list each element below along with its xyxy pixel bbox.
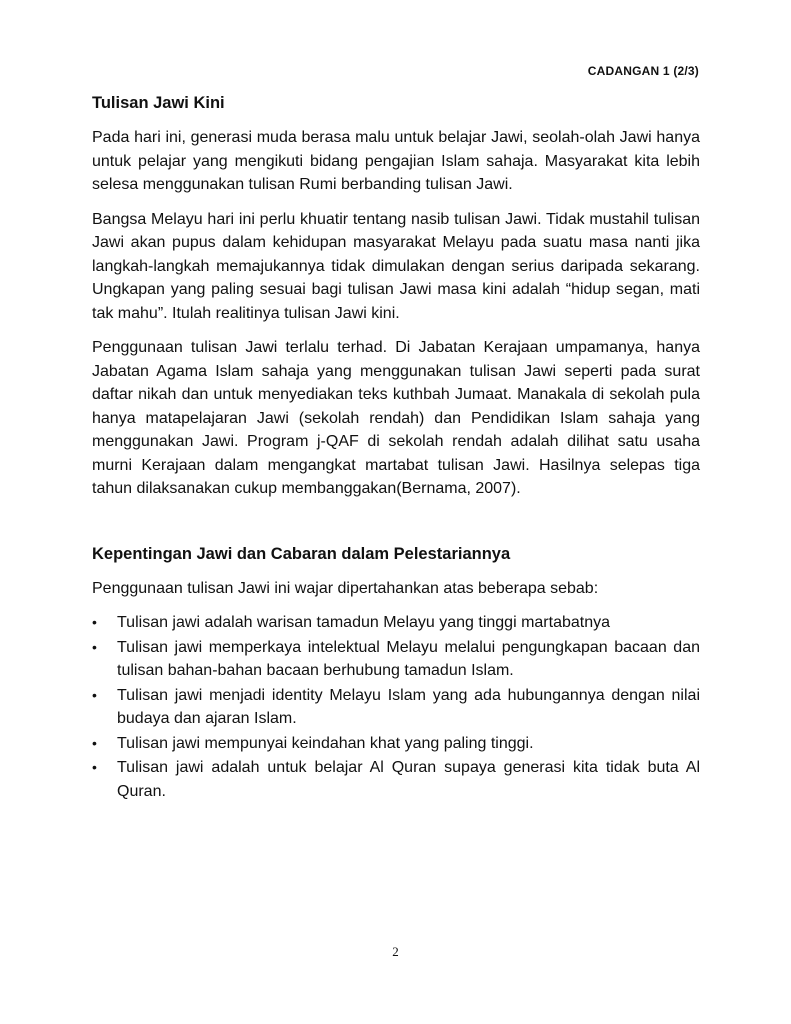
section-heading: Kepentingan Jawi dan Cabaran dalam Pelestariannya [92,544,511,563]
bullet-list [92,611,700,803]
list-item-text: Tulisan jawi mempunyai keindahan khat yang paling tinggi. [117,734,534,752]
bullet-icon: • [92,734,97,751]
list-item [92,756,700,803]
section-kepentingan-jawi [92,543,700,804]
bullet-icon: • [92,686,97,703]
list-item-text: Tulisan jawi adalah untuk belajar Al Quran supaya generasi kita tidak buta Al Quran. [117,759,700,800]
list-item-text: Tulisan jawi adalah warisan tamadun Melayu yang tinggi martabatnya [117,614,611,631]
list-item [92,732,700,756]
page-number: 2 [392,944,399,959]
list-item [92,636,700,683]
list-item [92,611,700,635]
bullet-icon: • [92,638,97,655]
section-intro: Penggunaan tulisan Jawi ini wajar dipertahankan atas beberapa sebab: [92,579,599,597]
section-heading: Tulisan Jawi Kini [92,94,225,112]
header-tag: CADANGAN 1 (2/3) [587,64,699,78]
paragraph: Pada hari ini, generasi muda berasa malu untuk belajar Jawi, seolah-olah Jawi hanya untuk pelajar yang mengikuti bidang pengajian Islam sahaja. Masyarakat kita lebih selesa menggunakan tulisan Rumi berbanding tulisan Jawi. [92,129,700,193]
bullet-icon: • [92,759,97,775]
paragraph: Penggunaan tulisan Jawi terlalu terhad. Di Jabatan Kerajaan umpamanya, hanya Jabatan Agama Islam sahaja yang menggunakan tulisan Jawi seperti pada surat daftar nikah dan untuk menyediakan teks kuthbah Jumaat. Manakala di sekolah pula hanya matapelajaran Jawi (sekolah rendah) dan Pendidikan Islam sahaja yang menggunakan Jawi. Program j-QAF di sekolah rendah adalah dilihat satu usaha murni Kerajaan dalam mengangkat martabat tulisan Jawi. Hasilnya selepas tiga tahun dilaksanakan cukup membanggakan(Bernama, 2007). [92,339,700,497]
section-tulisan-jawi-kini [92,92,700,501]
list-item [92,684,700,731]
list-item-text: Tulisan jawi memperkaya intelektual Melayu melalui pengungkapan bacaan dan tulisan bahan-bahan bacaan berhubung tamadun Islam. [117,638,700,679]
bullet-icon: • [92,614,97,630]
page-content [92,92,700,804]
paragraph: Bangsa Melayu hari ini perlu khuatir tentang nasib tulisan Jawi. Tidak mustahil tulisan Jawi akan pupus dalam kehidupan masyarakat Melayu pada suatu masa nanti jika langkah-langkah memajukannya tidak dimulakan dengan serius daripada sekarang. Ungkapan yang paling sesuai bagi tulisan Jawi masa kini adalah “hidup segan, mati tak mahu”. Itulah realitinya tulisan Jawi kini. [92,210,700,322]
list-item-text: Tulisan jawi menjadi identity Melayu Islam yang ada hubungannya dengan nilai budaya dan ajaran Islam. [117,686,700,727]
